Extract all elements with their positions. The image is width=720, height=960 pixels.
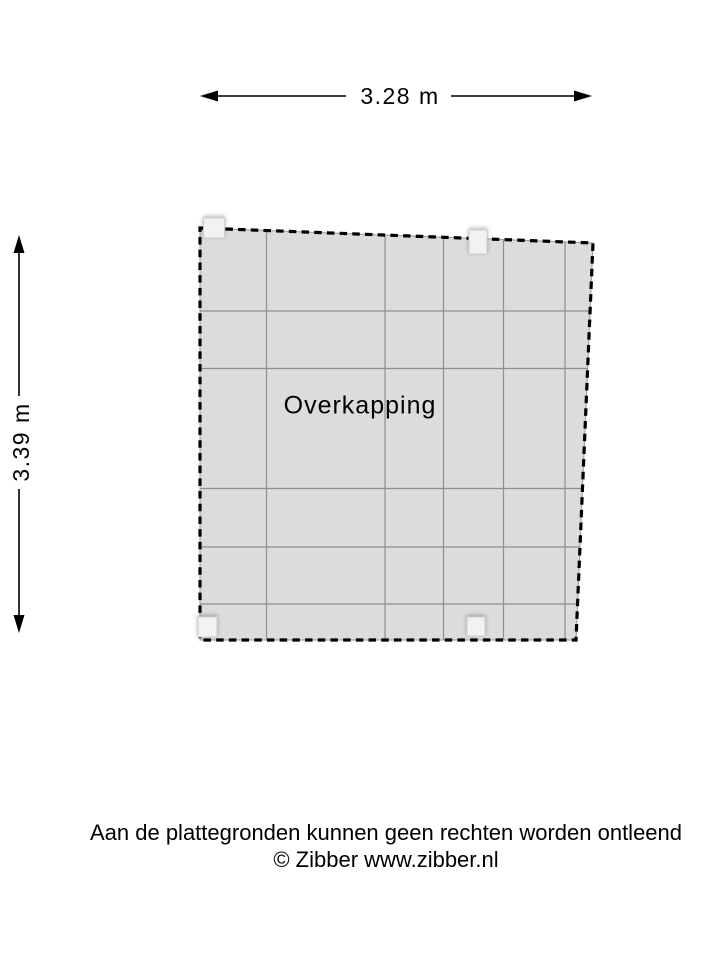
height-dimension-label: 3.39 m <box>8 402 34 482</box>
footer <box>26 819 720 873</box>
post-top-left-icon <box>204 218 225 238</box>
post-bottom-right-icon <box>467 617 485 636</box>
room-name-label: Overkapping <box>283 391 437 420</box>
room-area <box>200 228 593 640</box>
copyright-text: © Zibber www.zibber.nl <box>273 847 499 872</box>
width-dimension-label: 3.28 m <box>360 83 440 109</box>
disclaimer-text: Aan de plattegronden kunnen geen rechten worden ontleend <box>89 820 683 845</box>
post-bottom-left-icon <box>198 617 217 637</box>
post-top-right-icon <box>469 230 487 254</box>
